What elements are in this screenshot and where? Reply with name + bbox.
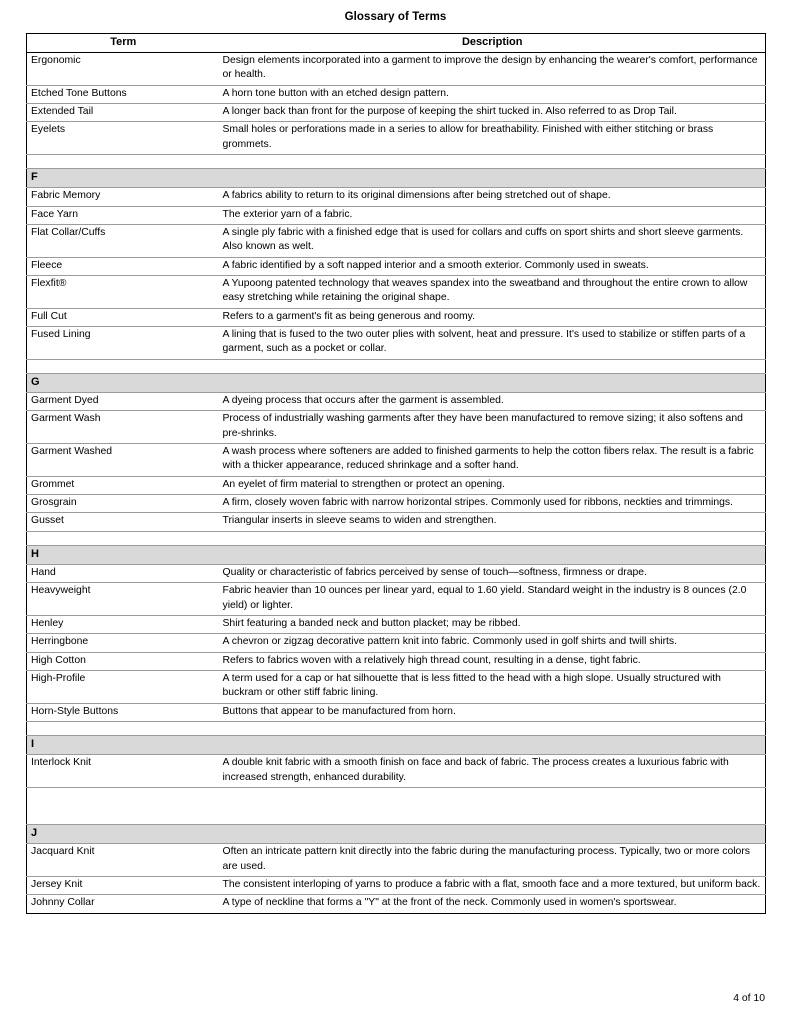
term-cell: Fabric Memory — [27, 188, 219, 206]
term-cell: Grosgrain — [27, 495, 219, 513]
description-cell: Quality or characteristic of fabrics perceived by sense of touch—softness, firmness or drape. — [219, 564, 766, 582]
description-cell: A term used for a cap or hat silhouette that is less fitted to the head with a high slope. Usually structured with buckram or other stiff fabric lining. — [219, 671, 766, 704]
description-cell: A Yupoong patented technology that weaves spandex into the sweatband and throughout the entire crown to allow easy stretching while retaining the original shape. — [219, 275, 766, 308]
description-cell: Shirt featuring a banded neck and button placket; may be ribbed. — [219, 616, 766, 634]
spacer-cell-term — [27, 531, 219, 545]
description-cell: Fabric heavier than 10 ounces per linear yard, equal to 1.60 yield. Standard weight in the industry is 8 ounces (2.0 yield) or lighter. — [219, 583, 766, 616]
spacer-cell-term — [27, 788, 219, 825]
table-row — [27, 392, 766, 410]
description-cell: Process of industrially washing garments after they have been manufactured to remove sizing; it also softens and pre-shrinks. — [219, 411, 766, 444]
term-cell: Jersey Knit — [27, 876, 219, 894]
term-cell: Eyelets — [27, 122, 219, 155]
glossary-body — [27, 52, 766, 913]
description-cell: The exterior yarn of a fabric. — [219, 206, 766, 224]
glossary-table — [26, 33, 766, 914]
description-cell: A single ply fabric with a finished edge that is used for collars and cuffs on sport shirts and short sleeve garments. Also known as welt. — [219, 224, 766, 257]
table-row — [27, 224, 766, 257]
description-cell: Refers to fabrics woven with a relatively high thread count, resulting in a dense, tight fabric. — [219, 652, 766, 670]
table-row — [27, 411, 766, 444]
description-cell: Design elements incorporated into a garment to improve the design by enhancing the wearer's comfort, performance or health. — [219, 52, 766, 85]
term-cell: Herringbone — [27, 634, 219, 652]
section-letter: F — [27, 168, 766, 187]
column-header-description: Description — [219, 33, 766, 52]
term-cell: High Cotton — [27, 652, 219, 670]
section-letter-row — [27, 168, 766, 187]
term-cell: Fleece — [27, 257, 219, 275]
term-cell: Garment Dyed — [27, 392, 219, 410]
table-row — [27, 564, 766, 582]
term-cell: Ergonomic — [27, 52, 219, 85]
spacer-cell-term — [27, 154, 219, 168]
description-cell: A fabric identified by a soft napped interior and a smooth exterior. Commonly used in sweats. — [219, 257, 766, 275]
term-cell: Garment Washed — [27, 443, 219, 476]
table-row — [27, 844, 766, 877]
table-row — [27, 755, 766, 788]
description-cell: A chevron or zigzag decorative pattern knit into fabric. Commonly used in golf shirts and twill shirts. — [219, 634, 766, 652]
term-cell: High-Profile — [27, 671, 219, 704]
description-cell: A dyeing process that occurs after the garment is assembled. — [219, 392, 766, 410]
spacer-row — [27, 154, 766, 168]
table-row — [27, 308, 766, 326]
spacer-cell-description — [219, 359, 766, 373]
spacer-row — [27, 531, 766, 545]
term-cell: Horn-Style Buttons — [27, 703, 219, 721]
table-row — [27, 275, 766, 308]
table-row — [27, 652, 766, 670]
spacer-row — [27, 359, 766, 373]
spacer-row — [27, 722, 766, 736]
description-cell: Often an intricate pattern knit directly into the fabric during the manufacturing process. Typically, two or more colors are used. — [219, 844, 766, 877]
description-cell: Small holes or perforations made in a series to allow for breathability. Finished with either stitching or brass grommets. — [219, 122, 766, 155]
section-letter: G — [27, 373, 766, 392]
term-cell: Garment Wash — [27, 411, 219, 444]
table-row — [27, 443, 766, 476]
page-footer: 4 of 10 — [733, 992, 765, 1004]
term-cell: Hand — [27, 564, 219, 582]
term-cell: Fused Lining — [27, 327, 219, 360]
table-row — [27, 476, 766, 494]
description-cell: A longer back than front for the purpose of keeping the shirt tucked in. Also referred to as Drop Tail. — [219, 103, 766, 121]
term-cell: Johnny Collar — [31, 897, 95, 909]
spacer-cell-description — [219, 154, 766, 168]
description-cell: A type of neckline that forms a "Y" at the front of the neck. Commonly used in women's sportswear. — [222, 897, 677, 909]
spacer-cell-description — [219, 531, 766, 545]
term-cell: Gusset — [27, 513, 219, 531]
table-row — [27, 616, 766, 634]
term-cell: Heavyweight — [27, 583, 219, 616]
section-letter-row — [27, 736, 766, 755]
table-header-row — [27, 33, 766, 52]
term-cell: Flexfit® — [27, 275, 219, 308]
spacer-row — [27, 788, 766, 825]
table-row — [27, 583, 766, 616]
description-cell: Buttons that appear to be manufactured from horn. — [219, 703, 766, 721]
table-row — [27, 188, 766, 206]
description-cell: A lining that is fused to the two outer plies with solvent, heat and pressure. It's used to stabilize or stiffen parts of a garment, such as a pocket or collar. — [219, 327, 766, 360]
section-letter: I — [27, 736, 766, 755]
spacer-cell-term — [27, 359, 219, 373]
table-row — [27, 122, 766, 155]
description-cell: Triangular inserts in sleeve seams to widen and strengthen. — [219, 513, 766, 531]
description-cell: Refers to a garment's fit as being generous and roomy. — [219, 308, 766, 326]
table-row — [27, 327, 766, 360]
term-cell: Henley — [27, 616, 219, 634]
table-row — [27, 634, 766, 652]
section-letter-row — [27, 373, 766, 392]
table-row — [27, 103, 766, 121]
term-cell: Flat Collar/Cuffs — [27, 224, 219, 257]
column-header-term: Term — [27, 33, 219, 52]
term-cell: Extended Tail — [27, 103, 219, 121]
table-row — [27, 52, 766, 85]
table-row — [27, 206, 766, 224]
description-cell: The consistent interloping of yarns to produce a fabric with a flat, smooth face and a more textured, but uniform back. — [219, 876, 766, 894]
description-cell: A wash process where softeners are added to finished garments to help the cotton fibers relax. The result is a fabric with a thicker appearance, reduced shrinkage and a softer hand. — [219, 443, 766, 476]
term-cell: Etched Tone Buttons — [27, 85, 219, 103]
spacer-cell-description — [219, 788, 766, 825]
table-row — [27, 703, 766, 721]
table-row — [27, 257, 766, 275]
section-letter: J — [27, 825, 766, 844]
term-cell: Face Yarn — [27, 206, 219, 224]
table-row — [27, 495, 766, 513]
table-row — [27, 671, 766, 704]
description-cell: A fabrics ability to return to its original dimensions after being stretched out of shape. — [219, 188, 766, 206]
table-row — [27, 85, 766, 103]
section-letter-row — [27, 545, 766, 564]
table-row — [27, 895, 766, 913]
page-title: Glossary of Terms — [344, 11, 447, 23]
section-letter-row — [27, 825, 766, 844]
description-cell: An eyelet of firm material to strengthen or protect an opening. — [219, 476, 766, 494]
spacer-cell-term — [27, 722, 219, 736]
description-cell: A double knit fabric with a smooth finish on face and back of fabric. The process creates a luxurious fabric with increased strength, enhanced durability. — [219, 755, 766, 788]
description-cell: A horn tone button with an etched design pattern. — [219, 85, 766, 103]
table-row — [27, 513, 766, 531]
description-cell: A firm, closely woven fabric with narrow horizontal stripes. Commonly used for ribbons, neckties and trimmings. — [219, 495, 766, 513]
term-cell: Grommet — [27, 476, 219, 494]
section-letter: H — [27, 545, 766, 564]
term-cell: Interlock Knit — [27, 755, 219, 788]
table-row — [27, 876, 766, 894]
term-cell: Full Cut — [27, 308, 219, 326]
term-cell: Jacquard Knit — [27, 844, 219, 877]
spacer-cell-description — [219, 722, 766, 736]
